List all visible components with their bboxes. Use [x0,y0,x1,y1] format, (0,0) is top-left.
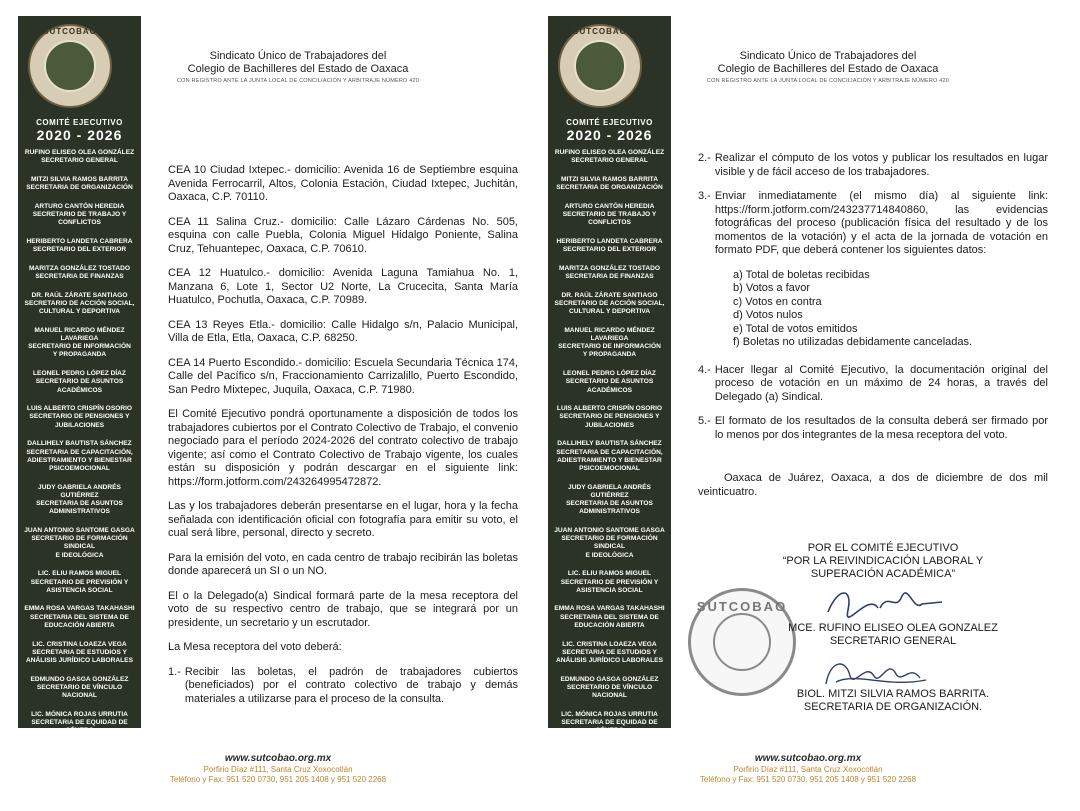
sign-line-2: “POR LA REIVINDICACIÓN LABORAL Y [782,555,984,567]
committee-member [18,641,141,666]
list-item: c) Votos en contra [733,295,822,308]
member-name: LIC. ELIU RAMOS MIGUEL [567,570,652,578]
member-name: LUIS ALBERTO CRISPÍN OSORIO [26,405,133,413]
logo-text: SUTCOBAO [43,27,97,36]
committee-member [548,327,671,360]
signature-block-header [738,542,1028,581]
member-role: JUBILACIONES [584,421,635,429]
member-name: DR. RAÚL ZÁRATE SANTIAGO [31,291,128,299]
committee-member [548,149,671,165]
footer-website: www.sutcobao.org.mx [754,753,862,764]
comite-label: COMITÉ EJECUTIVO [566,118,653,127]
member-role: SECRETARIO DE VÍNCULO NACIONAL [36,683,123,700]
member-role: SECRETARIO DE PREVISIÓN Y [560,578,659,586]
item-text: Realizar el cómputo de los votos y publicar los resultados en lugar visible y de fácil acceso de los trabajadores. [714,152,1048,178]
member-role: PSICOEMOCIONAL [579,464,640,472]
member-role: SECRETARIA DE EQUIDAD DE [31,718,128,726]
member-role: ADIESTRAMIENTO Y BIENESTAR [557,456,662,464]
sutcobao-logo [558,24,642,108]
item-number: 2.- [698,152,711,164]
member-role: ANÁLISIS JURÍDICO LABORALES [556,656,663,664]
committee-member [548,265,671,281]
signer-2-name: BIOL. MITZI SILVIA RAMOS BARRITA. [796,688,990,700]
footer-website: www.sutcobao.org.mx [224,753,332,764]
committee-member [18,149,141,165]
paragraph: Para la emisión del voto, en cada centro de trabajo recibirán las boletas donde aparecerá un SI o un NO. [168,551,518,577]
member-role: SECRETARIO DE PREVISIÓN Y [30,578,129,586]
footer-address: Porfirio Díaz #111, Santa Cruz Xoxocotlán [733,765,883,774]
comite-label: COMITÉ EJECUTIVO [36,118,123,127]
member-list [548,149,671,735]
signer-2-title: SECRETARIA DE ORGANIZACIÓN. [803,701,983,713]
member-role: SECRETARIO GENERAL [41,157,118,165]
member-name: HERIBERTO LANDETA CABRERA [556,237,663,245]
signature-1-icon [818,582,948,624]
numbered-item-4 [698,364,1048,405]
member-name: JUDY GABRIELA ANDRÉS GUTIÉRREZ [38,483,121,499]
member-role: E IDEOLÓGICA [55,551,104,559]
committee-member [18,265,141,281]
seal-text: SUTCOBAO [696,599,788,614]
member-name: MITZI SILVIA RAMOS BARRITA [31,175,128,183]
item-text: Recibir las boletas, el padrón de trabajadores cubiertos (beneficiados) por el contrato colectivo de trabajo y demás materiales a utilizarse para el proceso de la consulta. [184,665,518,705]
committee-member [18,527,141,560]
member-role: Y PROPAGANDA [52,351,107,359]
member-role: SECRETARIA DE ASUNTOS ADMINISTRATIVOS [566,500,653,516]
item-text: El formato de los resultados de la consulta deberá ser firmado por lo menos por dos integrantes de la mesa receptora del voto. [714,415,1048,441]
list-item: b) Votos a favor [733,282,811,294]
document-page-left [18,16,538,792]
member-role: SECRETARIA DE ESTUDIOS Y [32,648,127,656]
committee-member [548,570,671,595]
member-role: SECRETARIO DE ACCIÓN SOCIAL, [24,299,135,307]
member-role: SECRETARIO DE ASUNTOS ACADÉMICOS [35,378,124,394]
member-role: EDUCACIÓN ABIERTA [44,621,115,629]
member-role: GÉNERO [595,727,624,735]
committee-member [18,238,141,254]
footer [648,753,968,784]
member-name: DALLIHELY BAUTISTA SÁNCHEZ [27,440,132,448]
member-name: JUAN ANTONIO SANTOME GASGA [554,527,665,534]
member-role: CULTURAL Y DEPORTIVA [568,308,651,316]
member-role: SECRETARIA DE FINANZAS [565,273,654,281]
member-name: RUFINO ELISEO OLEA GONZÁLEZ [24,149,135,156]
signature-2-icon [816,652,936,692]
sign-line-1: POR EL COMITÉ EJECUTIVO [807,542,959,554]
member-name: LEONEL PEDRO LÓPEZ DÍAZ [563,370,656,378]
member-role: SECRETARIA DE ASUNTOS ADMINISTRATIVOS [36,500,123,516]
member-name: EMMA ROSA VARGAS TAKAHASHI [24,605,135,613]
numbered-item-5 [698,415,1048,442]
item-text: Hacer llegar al Comité Ejecutivo, la documentación original del proceso de votación en un máximo de 24 horas, a través del Delegado (a) Sindical. [714,363,1048,403]
item-text: Enviar inmediatamente (el mismo día) al siguiente link: https://form.jotform.com/243237714840860, las evidencias fotográficas del proceso (publicación física del resultado y de los momentos de la votación) y el acta de la jornada de votación en formato PDF, que deberá contener los siguientes datos: [714,190,1048,256]
numbered-item-2 [698,152,1048,179]
logo-emblem-icon [44,40,96,92]
letterhead-line1: Sindicato Único de Trabajadores del [209,50,387,62]
member-role: SECRETARIO DE TRABAJO Y CONFLICTOS [562,211,657,227]
paragraph: CEA 14 Puerto Escondido.- domicilio: Escuela Secundaria Técnica 174, Calle del Pacífico s/n, Fraccionamiento Carrizalillo, Puerto Escondido, San Pedro Mixtepec, Juquila, Oaxaca, C.P. 71980. [168,356,518,396]
committee-member [548,641,671,666]
committee-member [548,527,671,560]
member-name: ARTURO CANTÓN HEREDIA [34,202,125,210]
paragraph: El o la Delegado(a) Sindical formará parte de la mesa receptora del voto de su respectivo centro de trabajo, que se integrará por un presidente, un secretario y un escrutador. [168,589,518,629]
paragraph: CEA 10 Ciudad Ixtepec.- domicilio: Avenida 16 de Septiembre esquina Avenida Ferrocarril, Altos, Colonia Estación, Ciudad Ixtepec, Juchitán, Oaxaca, C.P. 70110. [168,164,518,203]
committee-member [18,176,141,192]
paragraph: El Comité Ejecutivo pondrá oportunamente a disposición de todos los trabajadores cubiertos por el Contrato Colectivo de Trabajo, el convenio negociado para el período 2024-2026 del contrato colectivo de trabajo vigente; así como el Contrato Colectivo de Trabajo vigente, los cuales están su disposición y podrán descargar en el siguiente link: https://form.jotform.com/243264995472872. [168,408,518,488]
letterhead-line2: Colegio de Bachilleres del Estado de Oaxaca [187,63,409,75]
member-role: ASISTENCIA SOCIAL [46,586,113,594]
member-role: SECRETARIA DE ORGANIZACIÓN [556,184,663,192]
member-role: SECRETARIO GENERAL [571,157,648,165]
list-item: a) Total de boletas recibidas [733,268,870,281]
member-list [18,149,141,735]
member-role: GÉNERO [65,727,94,735]
signer-1-name: MCE. RUFINO ELISEO OLEA GONZALEZ [788,622,998,634]
committee-member [18,370,141,395]
member-role: JUBILACIONES [54,421,105,429]
letterhead [678,50,1058,84]
committee-member [18,440,141,473]
member-role: SECRETARIA DE CAPACITACIÓN, [556,448,663,456]
member-name: EDMUNDO GASGA GONZÁLEZ [560,675,659,683]
member-role: EDUCACIÓN ABIERTA [574,621,645,629]
member-role: SECRETARIO DEL EXTERIOR [32,246,127,254]
numbered-item-3 [698,190,1048,258]
member-name: LIC. MÓNICA ROJAS URRUTIA [31,710,128,718]
signer-1-title: SECRETARIO GENERAL [829,635,957,647]
committee-member [548,370,671,395]
member-name: DALLIHELY BAUTISTA SÁNCHEZ [557,440,662,448]
item-number: 4.- [698,363,711,376]
committee-member [548,176,671,192]
committee-member [548,605,671,630]
right-body [698,152,1048,510]
member-name: JUAN ANTONIO SANTOME GASGA [24,527,135,534]
committee-member [18,203,141,228]
member-role: CULTURAL Y DEPORTIVA [38,308,121,316]
footer-phone: Teléfono y Fax: 951 520 0730, 951 205 1408 y 951 520 2268 [169,775,387,784]
member-role: ASISTENCIA SOCIAL [576,586,643,594]
member-role: SECRETARIA DE CAPACITACIÓN, [26,448,133,456]
committee-member [18,292,141,317]
committee-member [548,238,671,254]
member-role: SECRETARIO DE PENSIONES Y [559,413,660,421]
member-name: RUFINO ELISEO OLEA GONZÁLEZ [554,149,665,156]
committee-member [548,292,671,317]
member-name: MITZI SILVIA RAMOS BARRITA [561,175,658,183]
member-name: EDMUNDO GASGA GONZÁLEZ [30,675,129,683]
paragraph: CEA 13 Reyes Etla.- domicilio: Calle Hidalgo s/n, Palacio Municipal, Villa de Etla, Etla, Oaxaca, C.P. 68250. [168,318,518,344]
member-name: MANUEL RICARDO MÉNDEZ LAVARIEGA [564,326,655,343]
letterhead-line1: Sindicato Único de Trabajadores del [739,50,917,62]
member-role: Y PROPAGANDA [582,351,637,359]
member-name: LUIS ALBERTO CRISPÍN OSORIO [556,405,663,413]
member-role: SECRETARIO DE PENSIONES Y [29,413,130,421]
committee-member [548,484,671,517]
committee-member [18,570,141,595]
list-item: e) Total de votos emitidos [733,322,858,335]
member-role: SECRETARIO DE VÍNCULO NACIONAL [566,683,653,700]
member-name: MANUEL RICARDO MÉNDEZ LAVARIEGA [34,326,125,343]
member-role: SECRETARIA DE FINANZAS [35,273,124,281]
paragraph: CEA 12 Huatulco.- domicilio: Avenida Laguna Tamiahua No. 1, Manzana 6, Lote 1, Sector U2 Norte, La Crucecita, Santa María Huatulco, Pochutla, Oaxaca, C.P. 70989. [168,267,518,306]
acta-data-list [733,269,1048,350]
member-role: SECRETARIA DEL SISTEMA DE [30,613,129,621]
member-name: LIC. CRISTINA LOAEZA VEGA [32,640,127,648]
committee-member [548,440,671,473]
committee-member [18,484,141,517]
member-role: ADIESTRAMIENTO Y BIENESTAR [27,456,132,464]
list-item: d) Votos nulos [733,309,803,321]
committee-member [548,203,671,228]
member-role: SECRETARIO DE ASUNTOS ACADÉMICOS [565,378,654,394]
member-role: SECRETARIO DE FORMACIÓN SINDICAL [31,535,128,551]
member-name: HERIBERTO LANDETA CABRERA [26,237,133,245]
document-page-right [548,16,1068,792]
numbered-item-1 [168,666,518,707]
comite-years: 2020 - 2026 [36,127,123,143]
member-role: SECRETARIO DE FORMACIÓN SINDICAL [561,535,658,551]
executive-committee-sidebar [18,16,141,735]
member-name: LIC. MÓNICA ROJAS URRUTIA [561,710,658,718]
logo-emblem-icon [574,40,626,92]
committee-member [548,711,671,736]
left-body [168,164,518,717]
member-name: LIC. CRISTINA LOAEZA VEGA [562,640,657,648]
member-role: E IDEOLÓGICA [585,551,634,559]
list-item: f) Boletas no utilizadas debidamente canceladas. [733,336,973,348]
member-name: MARITZA GONZÁLEZ TOSTADO [29,264,130,272]
member-name: LEONEL PEDRO LÓPEZ DÍAZ [33,370,126,378]
committee-member [18,327,141,360]
footer [118,753,438,784]
member-name: JUDY GABRIELA ANDRÉS GUTIÉRREZ [568,483,651,499]
sign-line-3: SUPERACIÓN ACADÉMICA” [810,568,956,580]
executive-committee-sidebar [548,16,671,735]
member-role: SECRETARIA DE EQUIDAD DE [561,718,658,726]
member-role: SECRETARIO DE INFORMACIÓN [558,343,661,351]
logo-area [548,16,671,116]
member-name: ARTURO CANTÓN HEREDIA [564,202,655,210]
member-role: ANÁLISIS JURÍDICO LABORALES [26,656,133,664]
logo-area [18,16,141,116]
committee-member [18,405,141,430]
logo-text: SUTCOBAO [573,27,627,36]
committee-member [18,676,141,701]
footer-phone: Teléfono y Fax: 951 520 0730, 951 205 1408 y 951 520 2268 [699,775,917,784]
member-role: PSICOEMOCIONAL [49,464,110,472]
member-name: LIC. ELIU RAMOS MIGUEL [37,570,122,578]
item-number: 1.- [168,665,181,678]
letterhead-registry: CON REGISTRO ANTE LA JUNTA LOCAL DE CONCILIACIÓN Y ARBITRAJE NÚMERO 420 [177,78,419,84]
committee-member [548,676,671,701]
letterhead [148,50,528,84]
committee-member [548,405,671,430]
member-role: SECRETARIO DE INFORMACIÓN [28,343,131,351]
letterhead-line2: Colegio de Bachilleres del Estado de Oaxaca [717,63,939,75]
member-role: SECRETARIO DEL EXTERIOR [562,246,657,254]
paragraph: CEA 11 Salina Cruz.- domicilio: Calle Lázaro Cárdenas No. 505, esquina con calle Puebla, Colonia Miguel Hidalgo Poniente, Salina Cruz, Tehuantepec, Oaxaca, C.P. 70610. [168,215,518,255]
footer-address: Porfirio Díaz #111, Santa Cruz Xoxocotlán [203,765,353,774]
member-name: MARITZA GONZÁLEZ TOSTADO [559,264,660,272]
item-number: 5.- [698,415,711,427]
member-role: SECRETARIA DEL SISTEMA DE [560,613,659,621]
member-role: SECRETARIA DE ESTUDIOS Y [562,648,657,656]
committee-member [18,711,141,736]
member-name: DR. RAÚL ZÁRATE SANTIAGO [561,291,658,299]
place-date: Oaxaca de Juárez, Oaxaca, a dos de diciembre de dos mil veinticuatro. [698,472,1048,498]
signer-2 [748,688,1038,714]
comite-years: 2020 - 2026 [566,127,653,143]
member-role: SECRETARIO DE ACCIÓN SOCIAL, [554,299,665,307]
item-number: 3.- [698,190,711,202]
letterhead-registry: CON REGISTRO ANTE LA JUNTA LOCAL DE CONCILIACIÓN Y ARBITRAJE NÚMERO 420 [707,78,949,84]
committee-member [18,605,141,630]
member-role: SECRETARIO DE TRABAJO Y CONFLICTOS [32,211,127,227]
paragraph: La Mesa receptora del voto deberá: [168,641,342,653]
signer-1 [748,622,1038,648]
member-role: SECRETARIA DE ORGANIZACIÓN [26,184,133,192]
member-name: EMMA ROSA VARGAS TAKAHASHI [554,605,665,613]
sutcobao-logo [28,24,112,108]
paragraph: Las y los trabajadores deberán presentarse en el lugar, hora y la fecha señalada con identificación oficial con fotografía para emitir su voto, el cual será libre, personal, directo y secreto. [168,500,518,539]
